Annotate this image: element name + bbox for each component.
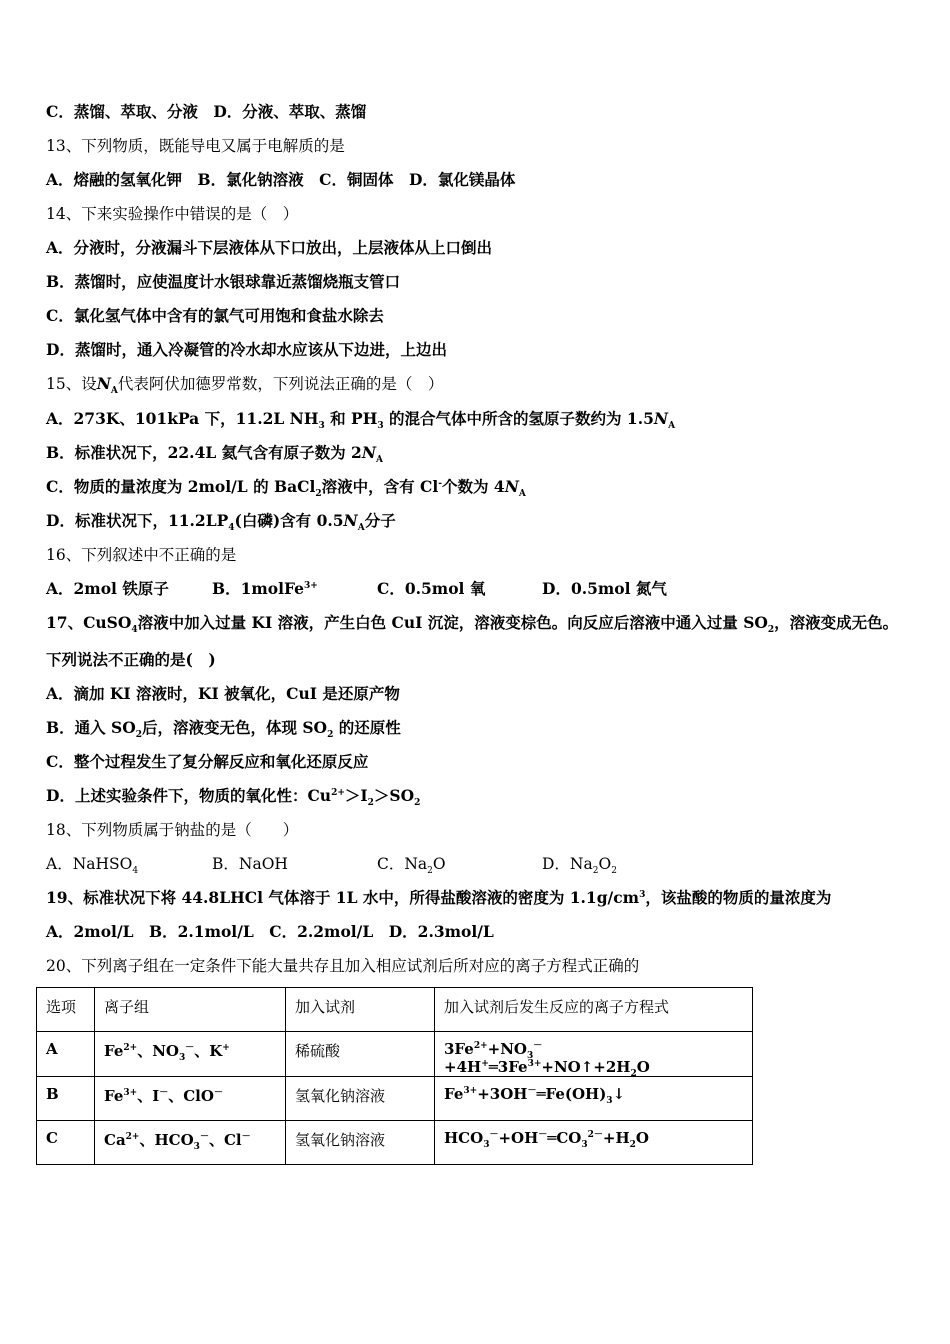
q16-stem: 16、下列叙述中不正确的是 bbox=[46, 546, 237, 564]
q19-options: A．2mol/L B．2.1mol/L C．2.2mol/L D．2.3mol/L bbox=[46, 922, 494, 941]
row-ion-group: $Ca^{2+}$、$HCO_3^-$、Cl－ bbox=[95, 1121, 286, 1165]
q14-option-a: A．分液时，分液漏斗下层液体从下口放出，上层液体从上口倒出 bbox=[46, 238, 493, 257]
table-row bbox=[37, 1077, 753, 1121]
row-equation: $Fe^{3+}+3OH^-═Fe(OH)_3↓$ bbox=[435, 1077, 753, 1121]
q17-option-d: D．上述实验条件下，物质的氧化性：$Cu^{2+}>I_2>SO_2$ bbox=[46, 786, 421, 809]
q17-option-a: A．滴加 KI 溶液时，KI 被氧化，CuI 是还原产物 bbox=[46, 684, 400, 703]
q17-stem-2: 下列说法不正确的是( ) bbox=[46, 650, 216, 669]
row-option: B bbox=[37, 1077, 95, 1121]
q14-option-d: D．蒸馏时，通入冷凝管的冷水却水应该从下边进，上边出 bbox=[46, 340, 447, 359]
row-reagent: 氢氧化钠溶液 bbox=[286, 1077, 435, 1121]
row-reagent: 氢氧化钠溶液 bbox=[286, 1121, 435, 1165]
q19-stem: 19、标准状况下将 44.8LHCl 气体溶于 1L 水中，所得盐酸溶液的密度为 $1.1g/cm^3$，该盐酸的物质的量浓度为 bbox=[46, 888, 832, 907]
row-option: C bbox=[37, 1121, 95, 1165]
header-equation: 加入试剂后发生反应的离子方程式 bbox=[435, 988, 753, 1032]
q13-options: A．熔融的氢氧化钾 B．氯化钠溶液 C．铜固体 D．氯化镁晶体 bbox=[46, 170, 516, 189]
table-row bbox=[37, 1121, 753, 1165]
header-ion-group: 离子组 bbox=[95, 988, 286, 1032]
q16-options: A．2mol 铁原子 B．1molFe$^{3+}$ C．0.5mol 氧 D．0.5mol 氮气 bbox=[46, 579, 667, 598]
q13-stem: 13、下列物质，既能导电又属于电解质的是 bbox=[46, 137, 345, 155]
q14-option-c: C．氯化氢气体中含有的氯气可用饱和食盐水除去 bbox=[46, 306, 384, 325]
q18-options: A．NaHSO$_4$ B．NaOH C．$Na_2O$ D．$Na_2O_2$ bbox=[46, 855, 617, 877]
q14-option-b: B．蒸馏时，应使温度计水银球靠近蒸馏烧瓶支管口 bbox=[46, 272, 401, 291]
q15-option-a: A．273K、101kPa 下，11.2L $NH_3$ 和 $PH_3$ 的混合气体中所含的氢原子数约为 $1.5N_A$ bbox=[46, 409, 676, 432]
row-ion-group: $Fe^{3+}$、I－、ClO－ bbox=[95, 1077, 286, 1121]
q20-table bbox=[36, 987, 753, 1165]
q15-option-b: B．标准状况下，22.4L 氦气含有原子数为 $2N_A$ bbox=[46, 443, 383, 466]
table-header-row bbox=[37, 988, 753, 1032]
row-ion-group: $Fe^{2+}$、$NO_3^-$、K+ bbox=[95, 1032, 286, 1077]
q15-option-c: C．物质的量浓度为 2mol/L 的 BaCl$_2$溶液中，含有 Cl-个数为 $4N_A$ bbox=[46, 477, 526, 500]
row-option: A bbox=[37, 1032, 95, 1077]
row-reagent: 稀硫酸 bbox=[286, 1032, 435, 1077]
q17-stem: 17、CuSO$_4$溶液中加入过量 KI 溶液，产生白色 CuI 沉淀，溶液变棕色。向反应后溶液中通入过量 $SO_2$，溶液变成无色。 bbox=[46, 613, 899, 636]
q15-option-d: D．标准状况下，$11.2LP_4$(白磷)含有 $0.5N_A$分子 bbox=[46, 511, 396, 534]
q12-option-line: C．蒸馏、萃取、分液 D．分液、萃取、蒸馏 bbox=[46, 102, 367, 121]
q18-stem: 18、下列物质属于钠盐的是（ ） bbox=[46, 821, 299, 839]
q15-stem: 15、设$N_A$代表阿伏加德罗常数，下列说法正确的是（ ） bbox=[46, 374, 444, 397]
row-equation: $HCO_3^-+OH^-═CO_3^{2-}+H_2O$ bbox=[435, 1121, 753, 1165]
q14-stem: 14、下来实验操作中错误的是（ ） bbox=[46, 205, 299, 223]
header-reagent: 加入试剂 bbox=[286, 988, 435, 1032]
table-row bbox=[37, 1032, 753, 1077]
q17-option-b: B．通入 $SO_2$后，溶液变无色，体现 $SO_2$ 的还原性 bbox=[46, 718, 401, 741]
q17-option-c: C．整个过程发生了复分解反应和氧化还原反应 bbox=[46, 752, 369, 771]
q20-stem: 20、下列离子组在一定条件下能大量共存且加入相应试剂后所对应的离子方程式正确的 bbox=[46, 957, 640, 975]
header-option: 选项 bbox=[37, 988, 95, 1032]
row-equation: $3Fe^{2+}+NO_3^-+4H^+═3Fe^{3+}+NO↑+2H_2O$ bbox=[435, 1032, 753, 1077]
